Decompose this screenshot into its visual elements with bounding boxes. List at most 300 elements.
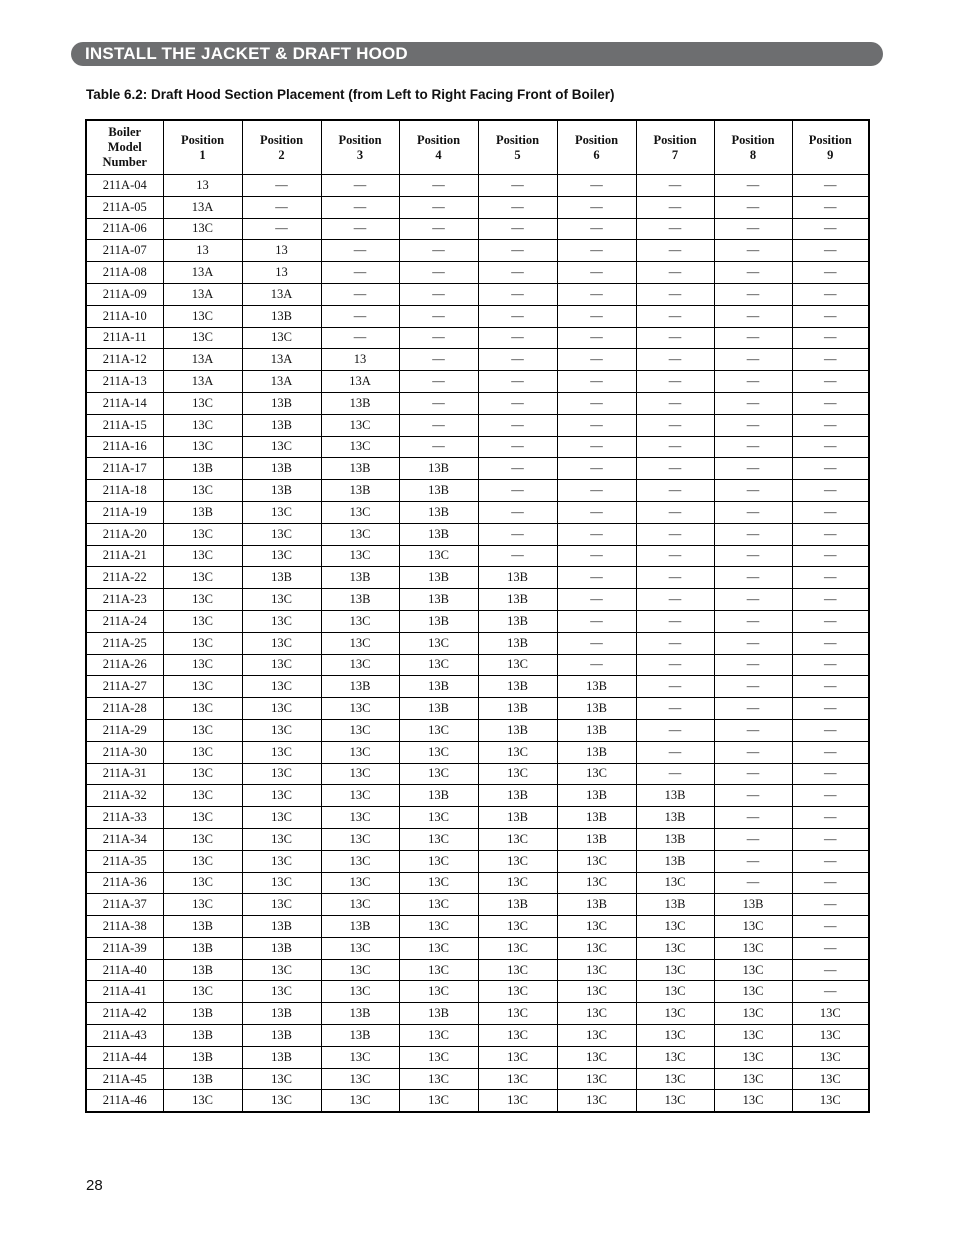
position-cell: — bbox=[714, 305, 792, 327]
position-cell: 13C bbox=[163, 589, 242, 611]
position-cell: — bbox=[636, 349, 714, 371]
position-cell: — bbox=[636, 436, 714, 458]
header-line: Position bbox=[653, 132, 697, 147]
position-cell: — bbox=[321, 305, 399, 327]
position-cell: — bbox=[792, 283, 869, 305]
header-line: 7 bbox=[671, 147, 679, 162]
position-cell: — bbox=[792, 763, 869, 785]
position-cell: — bbox=[636, 589, 714, 611]
boiler-model-cell: 211A-43 bbox=[86, 1025, 163, 1047]
position-cell: 13 bbox=[242, 262, 321, 284]
position-cell: — bbox=[714, 436, 792, 458]
position-cell: — bbox=[792, 392, 869, 414]
position-cell: 13C bbox=[242, 1090, 321, 1112]
position-cell: — bbox=[792, 981, 869, 1003]
position-cell: 13C bbox=[163, 741, 242, 763]
table-row bbox=[86, 436, 869, 458]
position-cell: 13C bbox=[321, 1090, 399, 1112]
position-cell: 13C bbox=[399, 850, 478, 872]
position-cell: — bbox=[714, 654, 792, 676]
position-cell: 13B bbox=[557, 676, 636, 698]
position-cell: — bbox=[321, 283, 399, 305]
header-line: 6 bbox=[593, 147, 600, 162]
position-cell: 13C bbox=[242, 981, 321, 1003]
boiler-model-cell: 211A-24 bbox=[86, 610, 163, 632]
position-cell: 13C bbox=[714, 981, 792, 1003]
header-line: Number bbox=[102, 155, 147, 169]
position-cell: 13 bbox=[321, 349, 399, 371]
position-cell: 13B bbox=[321, 458, 399, 480]
position-cell: — bbox=[792, 545, 869, 567]
position-cell: — bbox=[636, 567, 714, 589]
position-cell: 13A bbox=[242, 283, 321, 305]
position-cell: — bbox=[714, 262, 792, 284]
table-row bbox=[86, 1003, 869, 1025]
position-cell: — bbox=[636, 545, 714, 567]
position-cell: 13C bbox=[714, 916, 792, 938]
position-cell: 13B bbox=[557, 828, 636, 850]
position-cell: — bbox=[399, 414, 478, 436]
position-cell: — bbox=[478, 262, 557, 284]
position-cell: — bbox=[714, 567, 792, 589]
column-header-position-2 bbox=[242, 120, 321, 175]
position-cell: — bbox=[399, 436, 478, 458]
position-cell: 13C bbox=[636, 1090, 714, 1112]
position-cell: 13C bbox=[321, 1046, 399, 1068]
position-cell: — bbox=[557, 458, 636, 480]
header-line: 5 bbox=[514, 147, 521, 162]
position-cell: 13C bbox=[242, 698, 321, 720]
position-cell: 13B bbox=[557, 894, 636, 916]
position-cell: 13C bbox=[557, 959, 636, 981]
position-cell: 13C bbox=[242, 959, 321, 981]
position-cell: — bbox=[478, 349, 557, 371]
position-cell: 13B bbox=[399, 523, 478, 545]
position-cell: — bbox=[714, 349, 792, 371]
position-cell: — bbox=[321, 240, 399, 262]
position-cell: — bbox=[636, 719, 714, 741]
position-cell: — bbox=[636, 610, 714, 632]
position-cell: 13C bbox=[163, 785, 242, 807]
position-cell: 13C bbox=[163, 610, 242, 632]
position-cell: — bbox=[557, 610, 636, 632]
position-cell: 13C bbox=[242, 589, 321, 611]
draft-hood-table bbox=[85, 119, 870, 1113]
position-cell: 13B bbox=[557, 785, 636, 807]
position-cell: 13B bbox=[399, 785, 478, 807]
position-cell: 13C bbox=[478, 763, 557, 785]
position-cell: 13B bbox=[242, 414, 321, 436]
position-cell: — bbox=[792, 785, 869, 807]
position-cell: 13C bbox=[399, 894, 478, 916]
position-cell: — bbox=[792, 371, 869, 393]
table-row bbox=[86, 610, 869, 632]
table-row bbox=[86, 981, 869, 1003]
position-cell: — bbox=[714, 676, 792, 698]
position-cell: 13C bbox=[399, 741, 478, 763]
position-cell: 13C bbox=[163, 850, 242, 872]
position-cell: — bbox=[792, 501, 869, 523]
position-cell: — bbox=[792, 175, 869, 197]
position-cell: 13C bbox=[478, 959, 557, 981]
position-cell: 13C bbox=[557, 763, 636, 785]
position-cell: 13B bbox=[242, 458, 321, 480]
table-row bbox=[86, 392, 869, 414]
position-cell: 13B bbox=[478, 894, 557, 916]
table-row bbox=[86, 872, 869, 894]
position-cell: — bbox=[321, 327, 399, 349]
position-cell: 13C bbox=[557, 1090, 636, 1112]
position-cell: — bbox=[636, 392, 714, 414]
table-row bbox=[86, 240, 869, 262]
position-cell: — bbox=[399, 327, 478, 349]
boiler-model-cell: 211A-15 bbox=[86, 414, 163, 436]
position-cell: 13C bbox=[478, 981, 557, 1003]
position-cell: — bbox=[557, 392, 636, 414]
position-cell: — bbox=[399, 283, 478, 305]
position-cell: — bbox=[792, 698, 869, 720]
position-cell: — bbox=[557, 196, 636, 218]
position-cell: — bbox=[792, 741, 869, 763]
table-row bbox=[86, 937, 869, 959]
position-cell: 13C bbox=[478, 828, 557, 850]
position-cell: 13B bbox=[478, 567, 557, 589]
position-cell: — bbox=[636, 698, 714, 720]
position-cell: — bbox=[792, 894, 869, 916]
position-cell: — bbox=[792, 632, 869, 654]
position-cell: — bbox=[714, 719, 792, 741]
position-cell: 13B bbox=[163, 916, 242, 938]
position-cell: 13C bbox=[242, 828, 321, 850]
position-cell: 13C bbox=[399, 1046, 478, 1068]
position-cell: — bbox=[478, 501, 557, 523]
table-row bbox=[86, 218, 869, 240]
position-cell: 13C bbox=[242, 850, 321, 872]
position-cell: — bbox=[399, 218, 478, 240]
table-row bbox=[86, 1025, 869, 1047]
position-cell: 13C bbox=[792, 1025, 869, 1047]
boiler-model-cell: 211A-05 bbox=[86, 196, 163, 218]
header-line: Position bbox=[416, 132, 461, 147]
position-cell: — bbox=[557, 654, 636, 676]
table-caption: Table 6.2: Draft Hood Section Placement (from Left to Right Facing Front of Boiler) bbox=[86, 87, 615, 102]
table-body bbox=[86, 175, 869, 1113]
position-cell: 13A bbox=[163, 349, 242, 371]
position-cell: 13C bbox=[242, 872, 321, 894]
position-cell: — bbox=[636, 240, 714, 262]
position-cell: — bbox=[557, 371, 636, 393]
position-cell: 13C bbox=[557, 937, 636, 959]
position-cell: 13B bbox=[399, 480, 478, 502]
section-banner bbox=[71, 42, 883, 66]
position-cell: 13C bbox=[242, 654, 321, 676]
table-row bbox=[86, 371, 869, 393]
position-cell: 13C bbox=[399, 719, 478, 741]
header-line: Boiler bbox=[108, 125, 142, 139]
position-cell: 13 bbox=[163, 175, 242, 197]
position-cell: 13C bbox=[163, 414, 242, 436]
boiler-model-cell: 211A-29 bbox=[86, 719, 163, 741]
position-cell: 13C bbox=[321, 654, 399, 676]
position-cell: 13C bbox=[321, 959, 399, 981]
position-cell: 13C bbox=[792, 1046, 869, 1068]
position-cell: 13C bbox=[478, 1068, 557, 1090]
position-cell: — bbox=[792, 719, 869, 741]
position-cell: 13C bbox=[163, 719, 242, 741]
position-cell: — bbox=[792, 937, 869, 959]
position-cell: — bbox=[636, 523, 714, 545]
table-row bbox=[86, 458, 869, 480]
position-cell: 13C bbox=[714, 959, 792, 981]
boiler-model-cell: 211A-38 bbox=[86, 916, 163, 938]
header-line: 9 bbox=[827, 147, 834, 162]
position-cell: 13C bbox=[321, 850, 399, 872]
position-cell: 13C bbox=[636, 1068, 714, 1090]
position-cell: 13B bbox=[557, 698, 636, 720]
boiler-model-cell: 211A-17 bbox=[86, 458, 163, 480]
header-line: Model bbox=[107, 140, 142, 154]
position-cell: 13B bbox=[242, 305, 321, 327]
position-cell: — bbox=[714, 589, 792, 611]
position-cell: 13B bbox=[242, 916, 321, 938]
position-cell: 13B bbox=[636, 828, 714, 850]
position-cell: 13C bbox=[242, 676, 321, 698]
position-cell: 13C bbox=[163, 632, 242, 654]
position-cell: 13A bbox=[163, 262, 242, 284]
position-cell: — bbox=[636, 501, 714, 523]
boiler-model-cell: 211A-23 bbox=[86, 589, 163, 611]
position-cell: 13B bbox=[321, 676, 399, 698]
position-cell: — bbox=[714, 545, 792, 567]
position-cell: — bbox=[636, 283, 714, 305]
section-title: INSTALL THE JACKET & DRAFT HOOD bbox=[85, 44, 408, 63]
header-line: 2 bbox=[278, 147, 285, 162]
position-cell: 13A bbox=[163, 371, 242, 393]
position-cell: 13B bbox=[399, 1003, 478, 1025]
position-cell: — bbox=[714, 240, 792, 262]
position-cell: — bbox=[792, 458, 869, 480]
table-row bbox=[86, 828, 869, 850]
position-cell: 13C bbox=[163, 305, 242, 327]
position-cell: 13B bbox=[478, 610, 557, 632]
position-cell: 13C bbox=[557, 981, 636, 1003]
table-row bbox=[86, 850, 869, 872]
boiler-model-cell: 211A-28 bbox=[86, 698, 163, 720]
boiler-model-cell: 211A-44 bbox=[86, 1046, 163, 1068]
header-line: Position bbox=[574, 132, 619, 147]
position-cell: 13C bbox=[399, 916, 478, 938]
position-cell: — bbox=[557, 632, 636, 654]
boiler-model-cell: 211A-40 bbox=[86, 959, 163, 981]
position-cell: 13C bbox=[242, 545, 321, 567]
position-cell: — bbox=[714, 610, 792, 632]
table-row bbox=[86, 283, 869, 305]
position-cell: 13C bbox=[321, 523, 399, 545]
position-cell: — bbox=[792, 807, 869, 829]
position-cell: 13C bbox=[557, 1025, 636, 1047]
position-cell: — bbox=[714, 371, 792, 393]
position-cell: — bbox=[399, 349, 478, 371]
position-cell: — bbox=[321, 218, 399, 240]
table-row bbox=[86, 741, 869, 763]
boiler-model-cell: 211A-08 bbox=[86, 262, 163, 284]
position-cell: — bbox=[792, 523, 869, 545]
table-row bbox=[86, 567, 869, 589]
table-row bbox=[86, 785, 869, 807]
position-cell: — bbox=[714, 807, 792, 829]
position-cell: 13C bbox=[714, 1068, 792, 1090]
position-cell: 13B bbox=[321, 589, 399, 611]
position-cell: 13C bbox=[557, 1046, 636, 1068]
position-cell: — bbox=[636, 654, 714, 676]
position-cell: — bbox=[714, 480, 792, 502]
position-cell: 13C bbox=[321, 436, 399, 458]
table-row bbox=[86, 414, 869, 436]
position-cell: 13B bbox=[478, 698, 557, 720]
position-cell: 13B bbox=[478, 807, 557, 829]
table-row bbox=[86, 480, 869, 502]
position-cell: 13C bbox=[321, 785, 399, 807]
table-row bbox=[86, 654, 869, 676]
position-cell: 13C bbox=[399, 937, 478, 959]
position-cell: 13C bbox=[714, 1003, 792, 1025]
position-cell: 13B bbox=[163, 937, 242, 959]
boiler-model-cell: 211A-41 bbox=[86, 981, 163, 1003]
position-cell: — bbox=[478, 414, 557, 436]
position-cell: 13A bbox=[163, 196, 242, 218]
position-cell: — bbox=[242, 218, 321, 240]
position-cell: 13B bbox=[636, 807, 714, 829]
position-cell: 13B bbox=[557, 807, 636, 829]
position-cell: — bbox=[557, 175, 636, 197]
position-cell: 13C bbox=[321, 414, 399, 436]
position-cell: — bbox=[792, 850, 869, 872]
position-cell: 13B bbox=[478, 719, 557, 741]
table-row bbox=[86, 305, 869, 327]
position-cell: 13C bbox=[321, 828, 399, 850]
position-cell: 13C bbox=[163, 763, 242, 785]
position-cell: 13C bbox=[321, 1068, 399, 1090]
position-cell: 13C bbox=[321, 741, 399, 763]
position-cell: 13C bbox=[242, 327, 321, 349]
position-cell: — bbox=[399, 262, 478, 284]
position-cell: 13C bbox=[163, 327, 242, 349]
position-cell: 13B bbox=[321, 480, 399, 502]
position-cell: 13C bbox=[399, 807, 478, 829]
position-cell: 13C bbox=[321, 763, 399, 785]
position-cell: — bbox=[714, 218, 792, 240]
boiler-model-cell: 211A-32 bbox=[86, 785, 163, 807]
position-cell: 13C bbox=[557, 872, 636, 894]
position-cell: — bbox=[478, 327, 557, 349]
position-cell: 13B bbox=[242, 1025, 321, 1047]
position-cell: 13C bbox=[321, 698, 399, 720]
position-cell: 13C bbox=[399, 981, 478, 1003]
position-cell: 13B bbox=[321, 567, 399, 589]
position-cell: 13C bbox=[163, 828, 242, 850]
boiler-model-cell: 211A-14 bbox=[86, 392, 163, 414]
table-row bbox=[86, 196, 869, 218]
position-cell: 13B bbox=[478, 632, 557, 654]
boiler-model-cell: 211A-45 bbox=[86, 1068, 163, 1090]
boiler-model-cell: 211A-16 bbox=[86, 436, 163, 458]
position-cell: 13C bbox=[242, 894, 321, 916]
boiler-model-cell: 211A-37 bbox=[86, 894, 163, 916]
boiler-model-cell: 211A-42 bbox=[86, 1003, 163, 1025]
position-cell: 13C bbox=[242, 807, 321, 829]
position-cell: — bbox=[636, 676, 714, 698]
position-cell: — bbox=[478, 458, 557, 480]
position-cell: — bbox=[636, 414, 714, 436]
page-number: 28 bbox=[86, 1177, 103, 1194]
position-cell: — bbox=[792, 828, 869, 850]
position-cell: 13C bbox=[478, 1046, 557, 1068]
position-cell: — bbox=[714, 785, 792, 807]
position-cell: — bbox=[478, 283, 557, 305]
position-cell: 13B bbox=[321, 392, 399, 414]
position-cell: 13B bbox=[321, 916, 399, 938]
header-line: Position bbox=[808, 132, 852, 147]
table-row bbox=[86, 1068, 869, 1090]
position-cell: — bbox=[478, 392, 557, 414]
boiler-model-cell: 211A-04 bbox=[86, 175, 163, 197]
boiler-model-cell: 211A-30 bbox=[86, 741, 163, 763]
boiler-model-cell: 211A-20 bbox=[86, 523, 163, 545]
position-cell: 13A bbox=[242, 349, 321, 371]
position-cell: 13C bbox=[163, 981, 242, 1003]
position-cell: 13B bbox=[636, 894, 714, 916]
position-cell: — bbox=[714, 196, 792, 218]
header-line: 8 bbox=[749, 147, 757, 162]
position-cell: 13B bbox=[321, 1025, 399, 1047]
position-cell: — bbox=[636, 371, 714, 393]
position-cell: 13B bbox=[163, 501, 242, 523]
position-cell: 13C bbox=[321, 894, 399, 916]
position-cell: 13A bbox=[163, 283, 242, 305]
boiler-model-cell: 211A-33 bbox=[86, 807, 163, 829]
position-cell: 13B bbox=[399, 501, 478, 523]
position-cell: 13B bbox=[242, 567, 321, 589]
position-cell: 13C bbox=[636, 1003, 714, 1025]
position-cell: 13B bbox=[714, 894, 792, 916]
position-cell: 13C bbox=[792, 1003, 869, 1025]
boiler-model-cell: 211A-25 bbox=[86, 632, 163, 654]
table-row bbox=[86, 719, 869, 741]
table-header-row bbox=[86, 120, 869, 175]
position-cell: 13C bbox=[399, 828, 478, 850]
position-cell: 13B bbox=[636, 785, 714, 807]
boiler-model-cell: 211A-12 bbox=[86, 349, 163, 371]
position-cell: 13C bbox=[399, 959, 478, 981]
position-cell: — bbox=[557, 327, 636, 349]
position-cell: — bbox=[557, 545, 636, 567]
position-cell: 13B bbox=[399, 610, 478, 632]
position-cell: 13B bbox=[478, 676, 557, 698]
position-cell: 13C bbox=[163, 1090, 242, 1112]
position-cell: 13B bbox=[242, 1046, 321, 1068]
position-cell: 13B bbox=[163, 1068, 242, 1090]
boiler-model-cell: 211A-10 bbox=[86, 305, 163, 327]
position-cell: 13C bbox=[478, 1025, 557, 1047]
position-cell: — bbox=[714, 283, 792, 305]
position-cell: — bbox=[636, 327, 714, 349]
position-cell: 13C bbox=[399, 1025, 478, 1047]
position-cell: — bbox=[399, 196, 478, 218]
position-cell: 13C bbox=[557, 850, 636, 872]
position-cell: 13C bbox=[714, 1046, 792, 1068]
position-cell: — bbox=[478, 240, 557, 262]
position-cell: — bbox=[636, 480, 714, 502]
